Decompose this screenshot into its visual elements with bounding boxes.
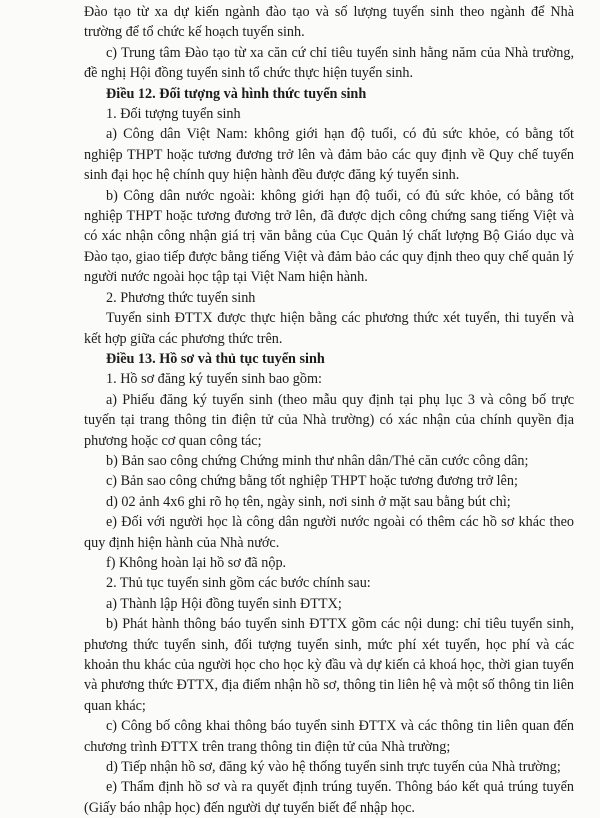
procedure-item-e: e) Thẩm định hồ sơ và ra quyết định trúng tuyển. Thông báo kết quả trúng tuyển (Giấy báo nhập học) đến người dự tuyển biết để nhập học. (84, 779, 574, 816)
dossier-item-e: e) Đối với người học là công dân người nước ngoài có thêm các hồ sơ khác theo quy định hiện hành của Nhà nước. (84, 514, 574, 551)
section-1-subjects: 1. Đối tượng tuyển sinh (106, 106, 241, 123)
procedure-item-c: c) Công bố công khai thông báo tuyển sinh ĐTTX và các thông tin liên quan đến chương trình ĐTTX trên trang thông tin điện tử của Nhà trường; (84, 718, 574, 755)
section-2-methods: 2. Phương thức tuyển sinh (106, 289, 256, 306)
dossier-item-a: a) Phiếu đăng ký tuyển sinh (theo mẫu quy định tại phụ lục 3 và công bố trực tuyến tại trang thông tin điện tử của Nhà trường) có xác nhận của chính quyền địa phương hoặc cơ quan công tác; (84, 391, 574, 449)
item-a-vietnamese-citizens: a) Công dân Việt Nam: không giới hạn độ tuổi, có đủ sức khỏe, có bằng tốt nghiệp THPT hoặc tương đương trở lên và đảm bảo các quy định về Quy chế tuyển sinh đại học hệ chính quy hiện hành đều được đăng ký tuyển sinh. (84, 126, 574, 184)
dossier-item-b: b) Bản sao công chứng Chứng minh thư nhân dân/Thẻ căn cước công dân; (106, 452, 529, 469)
paragraph-continuation: Đào tạo từ xa dự kiến ngành đào tạo và số lượng tuyển sinh theo ngành để Nhà trường để tổ chức kế hoạch tuyển sinh. (84, 4, 574, 41)
paragraph-c-training-center: c) Trung tâm Đào tạo từ xa căn cứ chỉ tiêu tuyển sinh hằng năm của Nhà trường, đề nghị Hội đồng tuyển sinh tổ chức thực hiện tuyển sinh. (84, 44, 574, 82)
procedure-item-a: a) Thành lập Hội đồng tuyển sinh ĐTTX; (106, 595, 342, 612)
dossier-item-f: f) Không hoàn lại hồ sơ đã nộp. (106, 554, 287, 571)
methods-description: Tuyển sinh ĐTTX được thực hiện bằng các phương thức xét tuyển, thi tuyển và kết hợp giữa các phương thức trên. (84, 310, 574, 347)
procedure-item-d: d) Tiếp nhận hồ sơ, đăng ký vào hệ thống tuyển sinh trực tuyến của Nhà trường; (106, 759, 561, 776)
item-b-foreign-citizens: b) Công dân nước ngoài: không giới hạn độ tuổi, có đủ sức khỏe, có bằng tốt nghiệp THPT hoặc tương đương trở lên, đã được dịch công chứng sang tiếng Việt và có xác nhận công nhận giá trị văn bằng của Cục Quản lý chất lượng Bộ Giáo dục và Đào tạo, giao tiếp được bằng tiếng Việt và đảm bảo các quy định theo quy chế quản lý người nước ngoài học tập tại Việt Nam hiện hành. (84, 187, 574, 286)
dossier-item-c: c) Bản sao công chứng bằng tốt nghiệp THPT hoặc tương đương trở lên; (106, 473, 518, 490)
dossier-item-d: d) 02 ảnh 4x6 ghi rõ họ tên, ngày sinh, nơi sinh ở mặt sau bằng bút chì; (106, 493, 511, 510)
article-12-heading: Điều 12. Đối tượng và hình thức tuyển sinh (106, 85, 367, 102)
procedure-item-b: b) Phát hành thông báo tuyển sinh ĐTTX gồm các nội dung: chỉ tiêu tuyển sinh, phương thức tuyển sinh, đối tượng tuyển sinh, mức phí xét tuyển, học phí và các khoản thu khác của người học cho học kỳ đầu và dự kiến cả khoá học, thời gian tuyển và phương thức ĐTTX, địa điểm nhận hồ sơ, thông tin liên hệ và một số thông tin liên quan khác; (84, 616, 574, 714)
article-13-heading: Điều 13. Hồ sơ và thủ tục tuyển sinh (106, 350, 325, 367)
section-1-dossier: 1. Hồ sơ đăng ký tuyển sinh bao gồm: (106, 371, 322, 388)
section-2-procedure: 2. Thủ tục tuyển sinh gồm các bước chính sau: (106, 575, 371, 592)
